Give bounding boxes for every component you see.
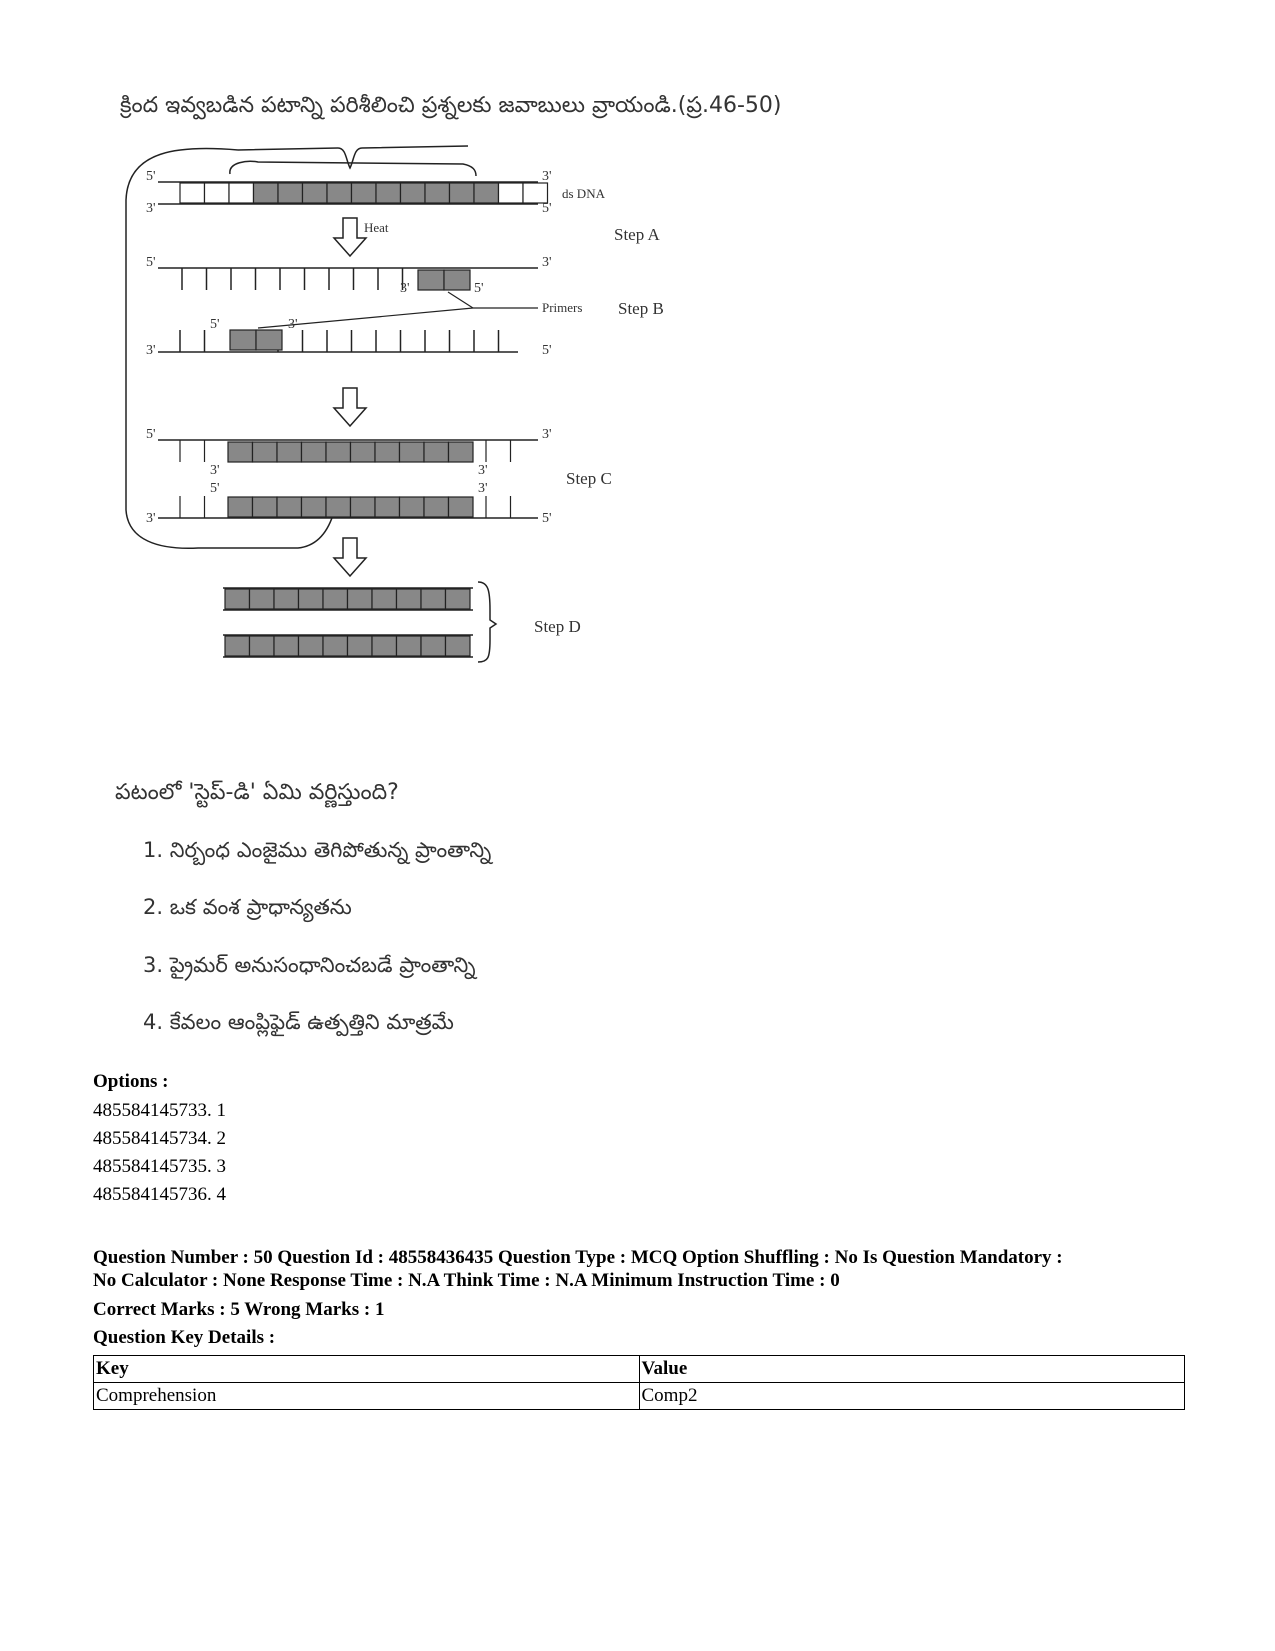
dna-segment bbox=[397, 589, 422, 609]
step-d-label: Step D bbox=[534, 617, 581, 636]
three-prime-label: 3' bbox=[400, 281, 410, 296]
dna-segment bbox=[278, 183, 303, 203]
dna-segment bbox=[180, 183, 205, 203]
dna-segment bbox=[299, 589, 324, 609]
dna-segment bbox=[372, 589, 397, 609]
option-id-line: 485584145733. 1 bbox=[93, 1100, 226, 1121]
five-prime-label: 5' bbox=[542, 201, 552, 216]
five-prime-label: 5' bbox=[542, 343, 552, 358]
dna-segment bbox=[253, 497, 278, 517]
three-prime-label: 3' bbox=[542, 427, 552, 442]
step-a-label: Step A bbox=[614, 225, 660, 244]
step-b-label: Step B bbox=[618, 299, 664, 318]
five-prime-label: 5' bbox=[146, 255, 156, 270]
dna-segment bbox=[302, 497, 327, 517]
dna-segment bbox=[250, 589, 275, 609]
dna-segment bbox=[376, 183, 401, 203]
option-id-line: 485584145735. 3 bbox=[93, 1156, 226, 1177]
three-prime-label: 3' bbox=[210, 463, 220, 478]
dna-segment bbox=[228, 442, 253, 462]
dna-segment bbox=[446, 636, 471, 656]
dna-segment bbox=[424, 442, 449, 462]
dna-segment bbox=[424, 497, 449, 517]
dna-segment bbox=[205, 183, 230, 203]
three-prime-label: 3' bbox=[478, 463, 488, 478]
dna-segment bbox=[523, 183, 548, 203]
dna-segment bbox=[450, 183, 475, 203]
dna-segment bbox=[326, 442, 351, 462]
dna-segment bbox=[400, 497, 425, 517]
dna-segment bbox=[250, 636, 275, 656]
dna-segment bbox=[474, 183, 499, 203]
five-prime-label: 5' bbox=[210, 317, 220, 332]
table-header-row bbox=[94, 1356, 1185, 1383]
five-prime-label: 5' bbox=[474, 281, 484, 296]
step-c-label: Step C bbox=[566, 469, 612, 488]
table-header-key: Key bbox=[94, 1356, 640, 1383]
three-prime-label: 3' bbox=[146, 343, 156, 358]
dna-segment bbox=[253, 442, 278, 462]
dna-segment bbox=[351, 442, 376, 462]
three-prime-label: 3' bbox=[542, 169, 552, 184]
pcr-diagram bbox=[118, 140, 738, 720]
option-id-line: 485584145734. 2 bbox=[93, 1128, 226, 1149]
dna-segment bbox=[327, 183, 352, 203]
question-option-2: 2. ఒక వంశ ప్రాధాన్యతను bbox=[143, 895, 352, 919]
dna-segment bbox=[323, 589, 348, 609]
dna-segment bbox=[274, 636, 299, 656]
five-prime-label: 5' bbox=[146, 427, 156, 442]
dna-segment bbox=[375, 442, 400, 462]
table-cell-value: Comp2 bbox=[639, 1383, 1185, 1410]
dna-segment bbox=[352, 183, 377, 203]
five-prime-label: 5' bbox=[210, 481, 220, 496]
marks-line: Correct Marks : 5 Wrong Marks : 1 bbox=[93, 1299, 385, 1320]
dna-segment bbox=[274, 589, 299, 609]
question-meta-line-1: Question Number : 50 Question Id : 48558436435 Question Type : MCQ Option Shuffling : No Is Question Mandatory : bbox=[93, 1247, 1063, 1268]
question-option-3: 3. ప్రైమర్ అనుసంధానించబడే ప్రాంతాన్ని bbox=[143, 953, 476, 977]
dna-segment bbox=[323, 636, 348, 656]
option-id-line: 485584145736. 4 bbox=[93, 1184, 226, 1205]
dna-segment bbox=[401, 183, 426, 203]
dna-segment bbox=[499, 183, 524, 203]
dna-segment bbox=[449, 497, 474, 517]
question-option-4: 4. కేవలం ఆంప్లిఫైడ్ ఉత్పత్తిని మాత్రమే bbox=[143, 1010, 454, 1034]
primers-label: Primers bbox=[542, 300, 583, 315]
heat-label: Heat bbox=[364, 220, 389, 235]
dna-segment bbox=[351, 497, 376, 517]
question-text: పటంలో 'స్టెప్-డి' ఏమి వర్ణిస్తుంది? bbox=[115, 780, 399, 805]
dna-segment bbox=[446, 589, 471, 609]
three-prime-label: 3' bbox=[542, 255, 552, 270]
dna-segment bbox=[277, 497, 302, 517]
dna-segment bbox=[397, 636, 422, 656]
three-prime-label: 3' bbox=[478, 481, 488, 496]
dna-segment bbox=[348, 589, 373, 609]
dna-segment bbox=[375, 497, 400, 517]
question-option-1: 1. నిర్బంధ ఎంజైము తెగిపోతున్న ప్రాంతాన్ని bbox=[143, 838, 492, 862]
dna-segment bbox=[372, 636, 397, 656]
key-details-table bbox=[93, 1355, 1185, 1410]
dna-segment bbox=[421, 636, 446, 656]
dna-segment bbox=[421, 589, 446, 609]
dna-segment bbox=[400, 442, 425, 462]
dna-segment bbox=[299, 636, 324, 656]
five-prime-label: 5' bbox=[146, 169, 156, 184]
three-prime-label: 3' bbox=[146, 511, 156, 526]
table-header-value: Value bbox=[639, 1356, 1185, 1383]
three-prime-label: 3' bbox=[288, 317, 298, 332]
dna-segment bbox=[303, 183, 328, 203]
dna-segment bbox=[277, 442, 302, 462]
dna-segment bbox=[228, 497, 253, 517]
question-meta-line-2: No Calculator : None Response Time : N.A Think Time : N.A Minimum Instruction Time : 0 bbox=[93, 1270, 840, 1291]
options-heading: Options : bbox=[93, 1071, 169, 1092]
dna-segment bbox=[225, 589, 250, 609]
table-cell-key: Comprehension bbox=[94, 1383, 640, 1410]
dna-segment bbox=[229, 183, 254, 203]
ds-dna-label: ds DNA bbox=[562, 186, 605, 201]
dna-segment bbox=[302, 442, 327, 462]
three-prime-label: 3' bbox=[146, 201, 156, 216]
five-prime-label: 5' bbox=[542, 511, 552, 526]
table-row bbox=[94, 1383, 1185, 1410]
dna-segment bbox=[425, 183, 450, 203]
dna-segment bbox=[254, 183, 279, 203]
dna-segment bbox=[326, 497, 351, 517]
dna-segment bbox=[348, 636, 373, 656]
key-details-heading: Question Key Details : bbox=[93, 1327, 276, 1348]
dna-segment bbox=[449, 442, 474, 462]
dna-segment bbox=[225, 636, 250, 656]
instruction-text: క్రింద ఇవ్వబడిన పటాన్ని పరిశీలించి ప్రశ్నలకు జవాబులు వ్రాయండి.(ప్ర.46-50) bbox=[120, 93, 782, 118]
